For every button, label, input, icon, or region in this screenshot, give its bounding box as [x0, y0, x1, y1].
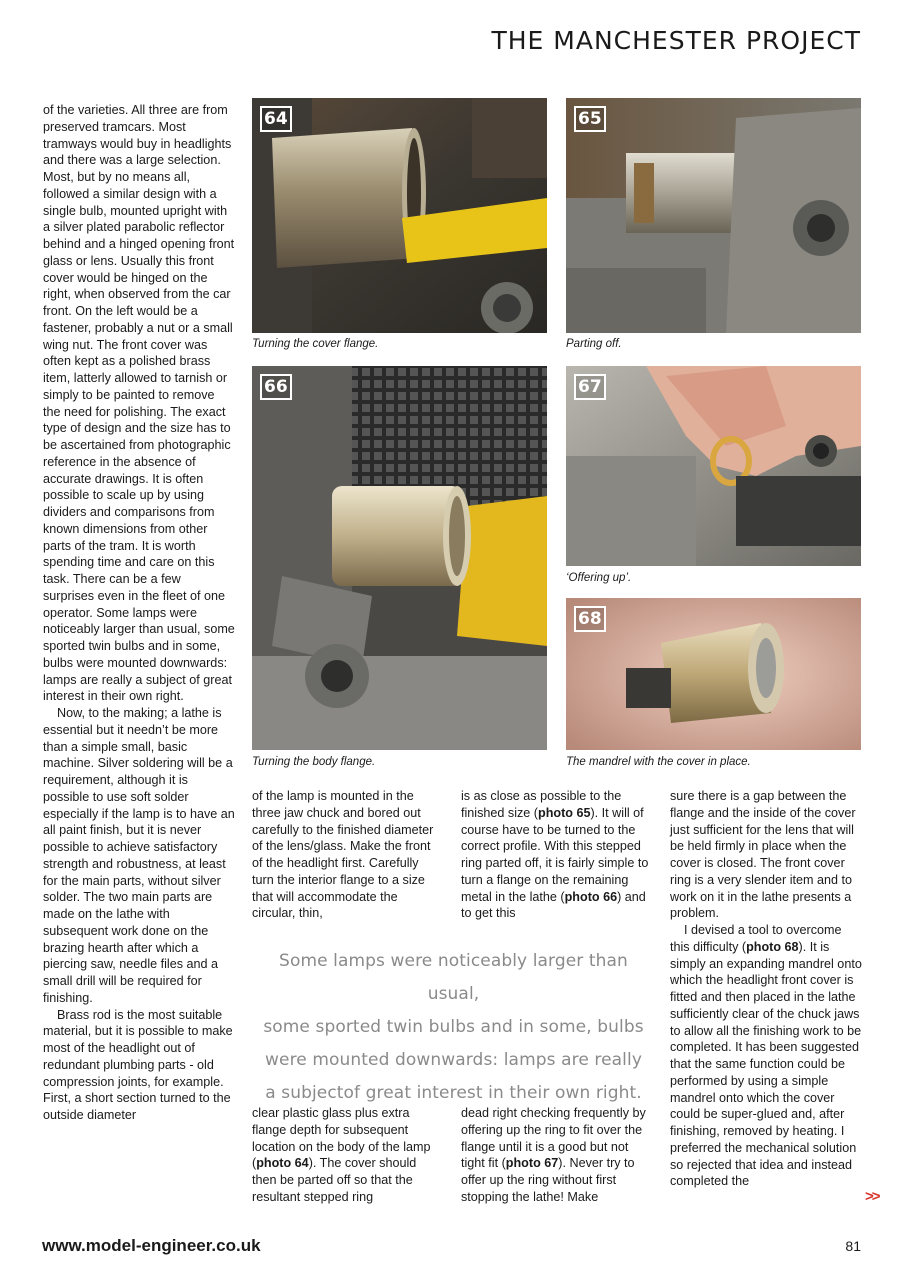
article-column-2-top: [252, 788, 442, 922]
paragraph: Brass rod is the most suitable material, but it is possible to make most of the headlight out of redundant plumbing parts - old compression joints, for example. First, a short section turned to the outside diameter: [43, 1007, 233, 1122]
pull-quote-line: were mounted downwards: lamps are really: [265, 1050, 642, 1070]
photo-67-caption: ‘Offering up’.: [566, 572, 632, 584]
article-column-4: [670, 788, 864, 1190]
photo-reference: photo 64: [256, 1156, 309, 1171]
photo-reference: photo 68: [746, 939, 799, 954]
photo-reference: photo 65: [538, 805, 591, 820]
paragraph: I devised a tool to overcome this difficulty (photo 68). It is simply an expanding mandrel onto which the headlight front cover is fitted and then placed in the lathe sufficiently clear of the chuck jaws to allow all the finishing work to be completed. It has been suggested that the same function could be performed by using a simple mandrel onto which the cover could be super-glued and, after finishing, removed by heating. I preferred the mechanical solution so rejected that idea and instead completed the: [670, 923, 862, 1189]
page-number: 81: [845, 1238, 861, 1254]
photo-64-image: [252, 98, 547, 333]
paragraph: of the varieties. All three are from preserved tramcars. Most tramways would buy in headlights and there was a large selection. Most, but by no means all, followed a similar design with a single bulb, mounted upright with a silver plated parabolic reflector behind and a hinged opening front glass or lens. Usually this front cover would be hinged on the right, when observed from the car front. On the left would be a fastener, probably a nut or a small wing nut. The front cover was often kept as a polished brass item, latterly allowed to tarnish or simply to be painted to remove the need for polishing. The exact type of design and the size has to be ascertained from photographic reference in the absence of accurate drawings. It is often possible to scale up by using dividers and comparisons from known dimensions from other parts of the tram. It is worth spending time and care on this task. There can be a few surprises even in the fleet of one operator. Some lamps were noticeably larger than usual, some sported twin bulbs and in some, bulbs were mounted downwards: lamps are really a subject of great interest in their own right.: [43, 103, 235, 704]
footer-website-url[interactable]: www.model-engineer.co.uk: [42, 1236, 261, 1255]
photo-number-badge: 67: [574, 374, 606, 400]
pull-quote-line: a subjectof great interest in their own right.: [265, 1083, 642, 1103]
photo-68: [566, 598, 861, 750]
photo-65-caption: Parting off.: [566, 338, 622, 350]
pull-quote-line: some sported twin bulbs and in some, bulbs: [263, 1017, 644, 1037]
photo-65: [566, 98, 861, 333]
page-header-title: THE MANCHESTER PROJECT: [491, 26, 861, 55]
photo-reference: photo 66: [564, 889, 618, 904]
pull-quote-line: Some lamps were noticeably larger than usual,: [279, 951, 628, 1004]
photo-number-badge: 68: [574, 606, 606, 632]
article-column-3-bottom: [461, 1105, 653, 1206]
article-column-2-bottom: [252, 1105, 442, 1206]
pull-quote: [252, 945, 655, 1110]
photo-64: [252, 98, 547, 333]
photo-64-caption: Turning the cover flange.: [252, 338, 379, 350]
paragraph: dead right checking frequently by offering up the ring to fit over the flange until it is a good but not tight fit (photo 67). Never try to offer up the ring without first stopping the lathe! Make: [461, 1106, 646, 1204]
photo-67: [566, 366, 861, 566]
paragraph: clear plastic glass plus extra flange depth for subsequent location on the body of the lamp (photo 64). The cover should then be parted off so that the resultant stepped ring: [252, 1106, 431, 1204]
paragraph: of the lamp is mounted in the three jaw chuck and bored out carefully to the finished diameter of the lens/glass. Make the front of the headlight first. Carefully turn the interior flange to a size that will accommodate the circular, thin,: [252, 789, 434, 921]
photo-66-caption: Turning the body flange.: [252, 756, 376, 768]
photo-65-image: [566, 98, 861, 333]
continue-arrow-icon: >>: [865, 1188, 879, 1205]
paragraph: Now, to the making; a lathe is essential but it needn’t be more than a simple small, basic machine. Silver soldering will be a requirement, although it is possible to use soft solder especially if the lamp is to have an all paint finish, but it is never possible to achieve satisfactory strength and robustness, at least for the main parts, without silver solder. The two main parts are made on the lathe with subsequent work done on the brazing hearth after which a piercing saw, needle files and a small drill will be required for finishing.: [43, 706, 235, 1005]
photo-68-caption: The mandrel with the cover in place.: [566, 756, 751, 768]
photo-number-badge: 64: [260, 106, 292, 132]
paragraph: is as close as possible to the finished size (photo 65). It will of course have to be turned to the correct profile. With this stepped ring parted off, it is fairly simple to turn a flange on the remaining metal in the lathe (photo 66) and to get this: [461, 789, 649, 921]
photo-reference: photo 67: [505, 1156, 559, 1171]
photo-number-badge: 66: [260, 374, 292, 400]
photo-number-badge: 65: [574, 106, 606, 132]
article-column-1: [43, 102, 235, 1124]
photo-66: [252, 366, 547, 750]
photo-68-image: [566, 598, 861, 750]
photo-66-image: [252, 366, 547, 750]
paragraph: sure there is a gap between the flange and the inside of the cover just sufficient for the lens that will be held firmly in place when the cover is closed. The front cover ring is a very slender item and to work on it in the lathe presents a problem.: [670, 789, 856, 921]
article-column-3-top: [461, 788, 655, 922]
photo-67-image: [566, 366, 861, 566]
